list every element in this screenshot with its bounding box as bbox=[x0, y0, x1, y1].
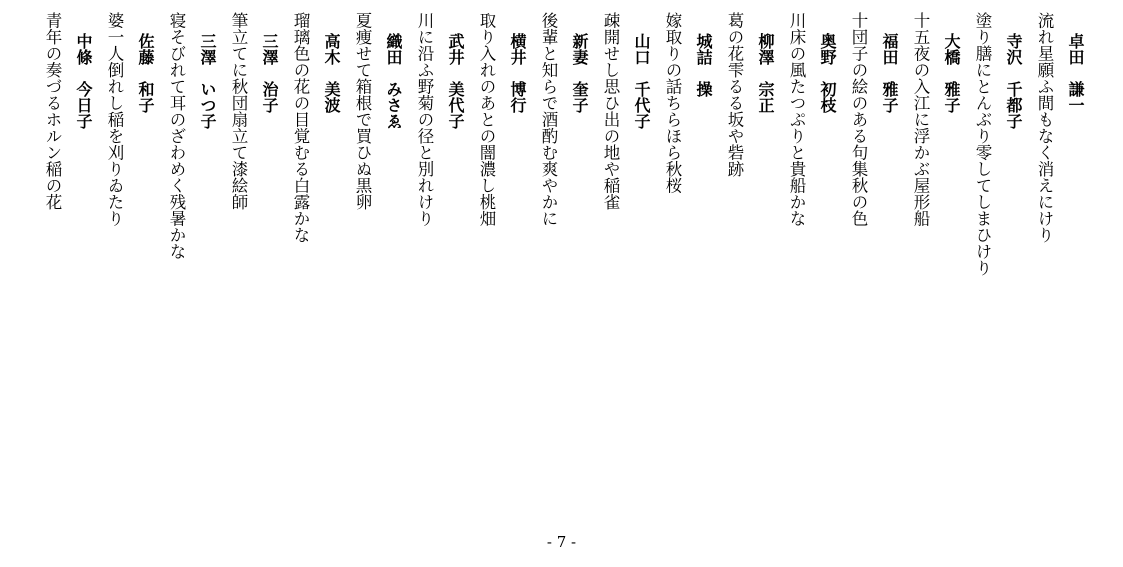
author-surname: 山口 bbox=[632, 33, 651, 65]
haiku-columns bbox=[29, 12, 1083, 512]
author-surname: 大橋 bbox=[942, 33, 961, 65]
haiku-entry bbox=[153, 12, 215, 260]
author-name bbox=[804, 12, 835, 113]
haiku-text: 川床の風たつぷりと貴船かな bbox=[787, 12, 806, 227]
author-surname: 奥野 bbox=[818, 33, 837, 65]
haiku-entry bbox=[587, 12, 649, 210]
author-given-name: 今日子 bbox=[74, 81, 93, 129]
author-given-name: 雅子 bbox=[942, 81, 961, 113]
author-surname: 柳澤 bbox=[756, 33, 775, 65]
author-given-name: 博行 bbox=[508, 81, 527, 113]
page-number: - 7 - bbox=[546, 533, 577, 551]
haiku-text: 十団子の絵のある句集秋の色 bbox=[849, 12, 868, 227]
haiku-entry bbox=[1021, 12, 1083, 243]
author-surname: 新妻 bbox=[570, 33, 589, 65]
author-given-name: 雅子 bbox=[880, 81, 899, 113]
haiku-text: 塗り膳にとんぶり零してしまひけり bbox=[973, 12, 992, 276]
haiku-text: 疎開せし思ひ出の地や稲雀 bbox=[601, 12, 620, 210]
author-name bbox=[494, 12, 525, 113]
author-name bbox=[990, 12, 1021, 129]
author-given-name: 千都子 bbox=[1004, 81, 1023, 129]
haiku-entry bbox=[835, 12, 897, 227]
author-name bbox=[60, 12, 91, 129]
haiku-text: 筆立てに秋団扇立て漆絵師 bbox=[229, 12, 248, 210]
haiku-text: 取り入れのあとの闇濃し桃畑 bbox=[477, 12, 496, 227]
haiku-text: 流れ星願ふ間もなく消えにけり bbox=[1035, 12, 1054, 243]
haiku-text: 葛の花雫るる坂や砦跡 bbox=[725, 12, 744, 177]
author-given-name: 宗正 bbox=[756, 81, 775, 113]
haiku-entry bbox=[463, 12, 525, 227]
author-name bbox=[370, 12, 401, 129]
author-surname: 織田 bbox=[384, 33, 403, 65]
haiku-entry bbox=[959, 12, 1021, 276]
author-given-name: 和子 bbox=[136, 81, 155, 113]
author-name bbox=[246, 12, 277, 113]
author-given-name: 操 bbox=[694, 81, 713, 97]
haiku-text: 夏痩せて箱根で買ひぬ黒卵 bbox=[353, 12, 372, 210]
author-surname: 佐藤 bbox=[136, 33, 155, 65]
author-given-name: 治子 bbox=[260, 81, 279, 113]
author-surname: 三澤 bbox=[198, 33, 217, 65]
haiku-text: 嫁取りの話ちらほら秋桜 bbox=[663, 12, 682, 194]
author-given-name: 美波 bbox=[322, 81, 341, 113]
author-name bbox=[556, 12, 587, 113]
haiku-text: 婆一人倒れし稲を刈りゐたり bbox=[105, 12, 124, 227]
author-given-name: 美代子 bbox=[446, 81, 465, 129]
haiku-text: 後輩と知らで酒酌む爽やかに bbox=[539, 12, 558, 227]
author-name bbox=[928, 12, 959, 113]
author-name bbox=[866, 12, 897, 113]
author-surname: 福田 bbox=[880, 33, 899, 65]
author-given-name: 千代子 bbox=[632, 81, 651, 129]
author-name bbox=[308, 12, 339, 113]
author-surname: 卓田 bbox=[1066, 33, 1085, 65]
author-name bbox=[618, 12, 649, 129]
haiku-text: 川に沿ふ野菊の径と別れけり bbox=[415, 12, 434, 227]
haiku-entry bbox=[401, 12, 463, 227]
author-name bbox=[122, 12, 153, 113]
author-surname: 高木 bbox=[322, 33, 341, 65]
author-surname: 武井 bbox=[446, 33, 465, 65]
haiku-entry bbox=[91, 12, 153, 227]
haiku-entry bbox=[649, 12, 711, 194]
author-name bbox=[1052, 12, 1083, 113]
author-given-name: 初枝 bbox=[818, 81, 837, 113]
author-given-name: みさゑ bbox=[384, 81, 403, 129]
haiku-entry bbox=[897, 12, 959, 227]
haiku-entry bbox=[29, 12, 91, 210]
haiku-text: 青年の奏づるホルン稲の花 bbox=[43, 12, 62, 210]
author-name bbox=[680, 12, 711, 97]
author-surname: 横井 bbox=[508, 33, 527, 65]
haiku-text: 十五夜の入江に浮かぶ屋形船 bbox=[911, 12, 930, 227]
haiku-entry bbox=[339, 12, 401, 210]
author-given-name: 奎子 bbox=[570, 81, 589, 113]
haiku-text: 瑠璃色の花の目覚むる白露かな bbox=[291, 12, 310, 243]
author-surname: 寺沢 bbox=[1004, 33, 1023, 65]
author-name bbox=[184, 12, 215, 129]
author-name bbox=[742, 12, 773, 113]
author-name bbox=[432, 12, 463, 129]
author-given-name: いつ子 bbox=[198, 81, 217, 129]
author-surname: 城詰 bbox=[694, 33, 713, 65]
haiku-entry bbox=[215, 12, 277, 210]
haiku-text: 寝そびれて耳のざわめく残暑かな bbox=[167, 12, 186, 260]
haiku-entry bbox=[773, 12, 835, 227]
haiku-entry bbox=[711, 12, 773, 177]
haiku-entry bbox=[277, 12, 339, 243]
author-surname: 三澤 bbox=[260, 33, 279, 65]
author-surname: 中條 bbox=[74, 33, 93, 65]
author-given-name: 謙一 bbox=[1066, 81, 1085, 113]
haiku-entry bbox=[525, 12, 587, 227]
